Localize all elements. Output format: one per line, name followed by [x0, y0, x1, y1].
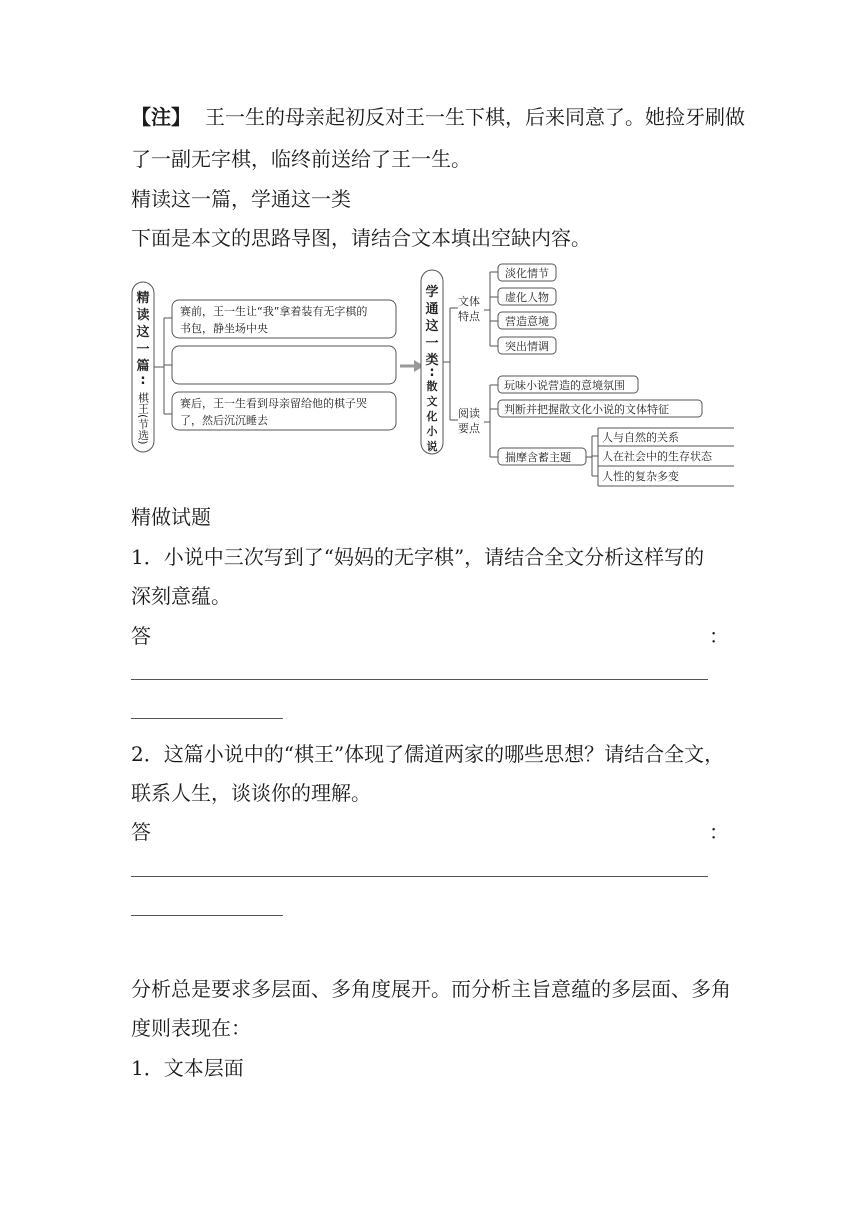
- analysis-line-1: 分析总是要求多层面、多角度展开。而分析主旨意蕴的多层面、多角: [131, 977, 731, 1001]
- mm-center-title-char: 学: [425, 285, 439, 300]
- q2-answer-label: 答: [131, 820, 151, 844]
- q1-answer-label: 答: [131, 624, 151, 648]
- mm-group2-label-1: 阅读: [458, 407, 480, 420]
- mind-map-diagram: [128, 260, 738, 490]
- q2-answer-line-2[interactable]: [131, 915, 283, 916]
- q2-answer-line-1[interactable]: [131, 876, 708, 877]
- mm-left-title-char: 篇: [136, 359, 150, 374]
- mm-center-sub-char: 小: [426, 425, 438, 438]
- mm-left-title-char: :: [140, 373, 146, 388]
- mm-before-line2: 书包，静坐场中央: [180, 322, 268, 335]
- mindmap-intro: 下面是本文的思路导图，请结合文本填出空缺内容。: [131, 226, 591, 250]
- mm-left-title-sub: 棋王(节选): [136, 392, 150, 445]
- mm-center-sub-char: 散: [426, 380, 438, 393]
- q1-answer-colon: ：: [709, 624, 729, 648]
- q1-answer-line-2[interactable]: [131, 718, 283, 719]
- note-line-2: 了一副无字棋，临终前送给了王一生。: [131, 147, 471, 171]
- note-text-1: 王一生的母亲起初反对王一生下棋，后来同意了。她捡牙刷做: [205, 105, 745, 129]
- q1-line-1: 1．小说中三次写到了“妈妈的无字棋”，请结合全文分析这样写的: [131, 545, 705, 569]
- mm-center-title-char: :: [429, 365, 435, 380]
- mm-after-line1: 赛后，王一生看到母亲留给他的棋子哭: [180, 397, 367, 410]
- mm-before-line1: 赛前，王一生让“我”拿着装有无字棋的: [180, 305, 368, 318]
- mm-reading-3: 揣摩含蓄主题: [505, 451, 571, 464]
- q2-line-1: 2．这篇小说中的“棋王”体现了儒道两家的哪些思想？请结合全文，: [131, 742, 725, 766]
- analysis-line-2: 度则表现在：: [131, 1016, 251, 1040]
- analysis-item-1: 1．文本层面: [131, 1056, 244, 1080]
- mm-theme-3: 人性的复杂多变: [602, 470, 679, 483]
- section-title-read: 精读这一篇，学通这一类: [131, 187, 351, 211]
- q2-line-2: 联系人生，谈谈你的理解。: [131, 781, 371, 805]
- mm-group2-label-2: 要点: [458, 422, 480, 435]
- mm-center-sub-char: 说: [426, 440, 438, 453]
- mm-group1-label-2: 特点: [458, 310, 480, 323]
- mm-after-line2: 了，然后沉沉睡去: [180, 414, 268, 427]
- note-tag: 【注】: [131, 105, 191, 129]
- q1-line-2: 深刻意蕴。: [131, 584, 231, 608]
- mm-center-sub-char: 化: [426, 410, 438, 423]
- note-line-1: [131, 105, 745, 129]
- mm-left-title-char: 精: [136, 291, 150, 306]
- mm-feature-3: 营造意境: [505, 315, 549, 328]
- mm-center-sub-char: 文: [426, 395, 438, 408]
- q1-answer-line-1[interactable]: [131, 679, 708, 680]
- mm-feature-1: 淡化情节: [505, 267, 549, 280]
- mm-feature-2: 虚化人物: [505, 291, 549, 304]
- mm-blank-box: [172, 346, 396, 384]
- mm-left-title-char: 读: [136, 308, 150, 323]
- mm-left-title-char: 这: [136, 325, 150, 340]
- mm-center-title-char: 这: [425, 319, 439, 334]
- mm-group1-label-1: 文体: [458, 295, 480, 308]
- mm-center-title-char: 通: [425, 302, 439, 317]
- section-title-practice: 精做试题: [131, 505, 211, 529]
- mm-center-title-char: 一: [425, 336, 439, 351]
- mm-left-title-char: 一: [136, 342, 150, 357]
- mm-reading-1: 玩味小说营造的意境氛围: [504, 379, 625, 392]
- mm-reading-2: 判断并把握散文化小说的文体特征: [504, 403, 669, 416]
- mm-theme-2: 人在社会中的生存状态: [602, 450, 712, 463]
- mm-theme-1: 人与自然的关系: [602, 431, 679, 444]
- mm-feature-4: 突出情调: [505, 340, 549, 353]
- mm-center-title-char: 类: [425, 353, 439, 368]
- q2-answer-colon: ：: [709, 820, 729, 844]
